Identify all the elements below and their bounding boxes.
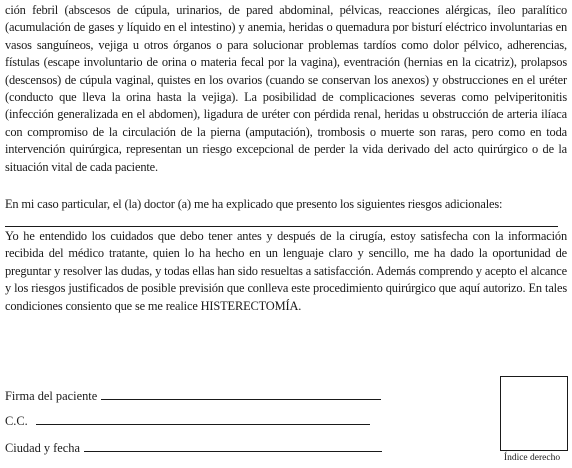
risks-paragraph: ción febril (abscesos de cúpula, urinarios, de pared abdominal, pélvicas, reacciones alérgicas, íleo paralítico (acumulación de gases y líquido en el intestino) y anemia, heridas o quemadura por bisturí eléctrico involuntarias en vasos sanguíneos, vejiga u otros órganos o para solucionar problemas tardíos como dolor pélvico, adherencias, fístulas (escape involuntario de orina o materia fecal por la vagina), eventración (hernias en la cicatriz), prolapsos (descensos) de cúpula vaginal, quistes en los ovarios (cuando se conservan los anexos) y obstrucciones en el uréter (conducto que lleva la orina hasta la vejiga). La posibilidad de complicaciones severas como pelviperitonitis (infección generalizada en el abdomen), ligadura de uréter con pérdida renal, heridas u obstrucción de arteria ilíaca con compromiso de la circulación de la pierna (amputación), trombosis o muerte son raras, pero como en toda intervención quirúrgica, representan un riesgo excepcional de perder la vida derivado del acto quirúrgico o de la situación vital de cada paciente. — [5, 3, 567, 174]
patient-signature-field — [5, 388, 381, 404]
fingerprint-box[interactable] — [500, 376, 568, 451]
city-date-line[interactable] — [84, 441, 382, 452]
additional-risks-paragraph: En mi caso particular, el (la) doctor (a) me ha explicado que presento los siguientes riesgos adicionales: — [5, 197, 503, 211]
fingerprint-caption: Índice derecho — [503, 453, 561, 463]
id-number-field — [5, 413, 370, 429]
patient-signature-label: Firma del paciente — [5, 389, 98, 403]
city-date-label: Ciudad y fecha — [5, 441, 81, 455]
id-number-label: C.C. — [5, 414, 28, 428]
additional-risks-blank-line[interactable] — [5, 226, 558, 227]
city-date-field — [5, 440, 382, 456]
id-number-line[interactable] — [36, 414, 370, 425]
consent-statement-paragraph: Yo he entendido los cuidados que debo tener antes y después de la cirugía, estoy satisfecha con la información recibida del médico tratante, quien lo ha hecho en un lenguaje claro y sencillo, me ha dado la oportunidad de preguntar y resolver las dudas, y todas ellas han sido resueltas a satisfacción. Además comprendo y acepto el alcance y los riesgos justificados de posible previsión que conlleva este procedimiento quirúrgico que aquí autorizo. En tales condiciones consiento que se me realice HISTERECTOMÍA. — [5, 229, 567, 313]
patient-signature-line[interactable] — [101, 389, 381, 400]
